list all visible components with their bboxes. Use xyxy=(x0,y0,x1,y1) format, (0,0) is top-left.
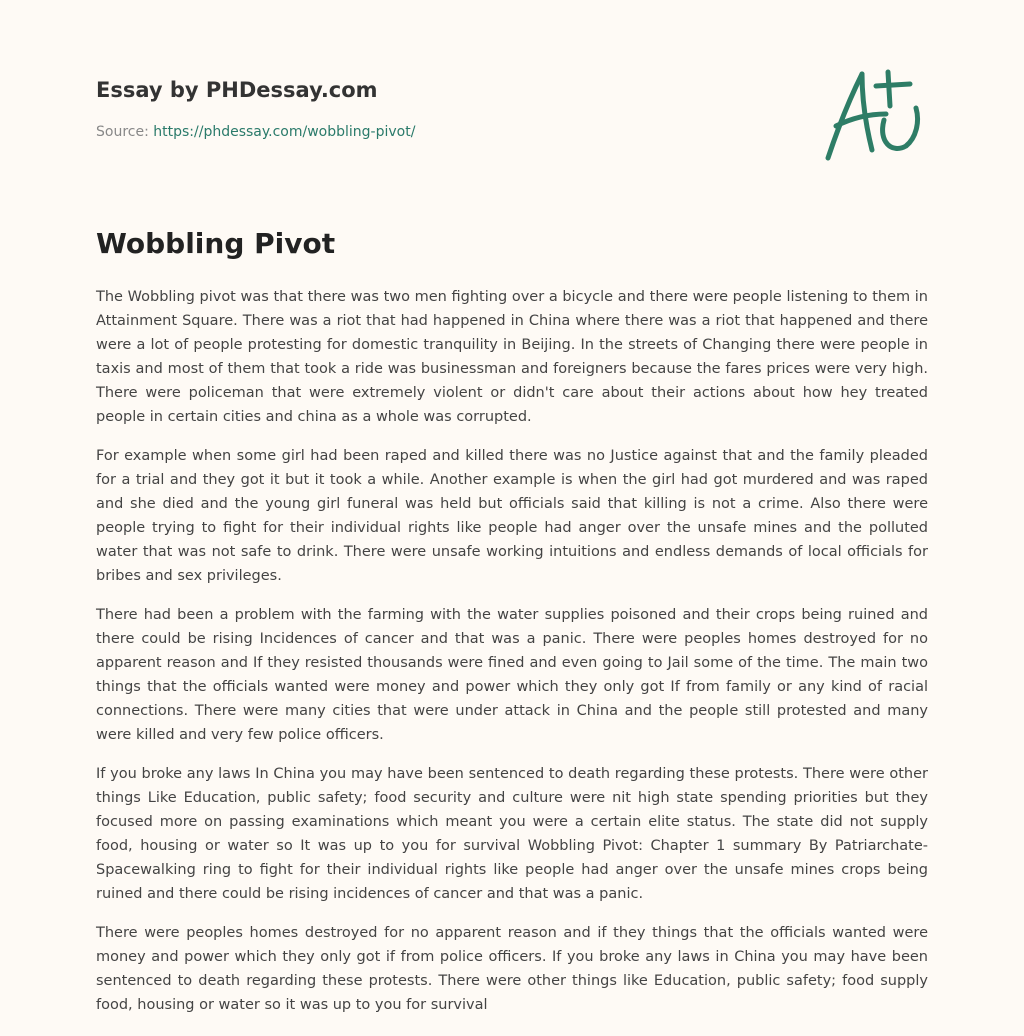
paragraph: The Wobbling pivot was that there was two men fighting over a bicycle and there were people listening to them in Attainment Square. There was a riot that had happened in China where there was a riot that happened and there were a lot of people protesting for domestic tranquility in Beijing. In the streets of Changing there were people in taxis and most of them that took a ride was businessman and foreigners because the fares prices were very high. There were policeman that were extremely violent or didn't care about their actions about how hey treated people in certain cities and china as a whole was corrupted. xyxy=(96,289,928,425)
essay-body xyxy=(96,285,928,1032)
source-label: Source: xyxy=(96,124,149,140)
paragraph: There were peoples homes destroyed for no apparent reason and if they things that the officials wanted were money and power which they only got if from police officers. If you broke any laws in China you may have been sentenced to death regarding these protests. There were other things like Education, public safety; food supply food, housing or water so it was up to you for survival xyxy=(96,925,928,1013)
essay-title: Wobbling Pivot xyxy=(96,227,336,260)
source-link[interactable]: https://phdessay.com/wobbling-pivot/ xyxy=(153,124,416,140)
paragraph: If you broke any laws In China you may have been sentenced to death regarding these protests. There were other things Like Education, public safety; food security and culture were nit high state spending priorities but they focused more on passing examinations which meant you were a certain elite status. The state did not supply food, housing or water so It was up to you for survival Wobbling Pivot: Chapter 1 summary By Patriarchate-Spacewalking ring to fight for their individual rights like people had anger over the unsafe mines crops being ruined and there could be rising incidences of cancer and that was a panic. xyxy=(96,766,928,902)
a-plus-logo-icon xyxy=(818,66,930,166)
site-title: Essay by PHDessay.com xyxy=(96,78,378,102)
paragraph: For example when some girl had been raped and killed there was no Justice against that and the family pleaded for a trial and they got it but it took a while. Another example is when the girl had got murdered and was raped and she died and the young girl funeral was held but officials said that killing is not a crime. Also there were people trying to fight for their individual rights like people had anger over the unsafe mines and the polluted water that was not safe to drink. There were unsafe working intuitions and endless demands of local officials for bribes and sex privileges. xyxy=(96,448,928,584)
essay-header xyxy=(96,76,736,142)
paragraph: There had been a problem with the farming with the water supplies poisoned and their crops being ruined and there could be rising Incidences of cancer and that was a panic. There were peoples homes destroyed for no apparent reason and If they resisted thousands were fined and even going to Jail some of the time. The main two things that the officials wanted were money and power which they only got If from family or any kind of racial connections. There were many cities that were under attack in China and the people still protested and many were killed and very few police officers. xyxy=(96,607,928,743)
source-line xyxy=(96,122,736,142)
